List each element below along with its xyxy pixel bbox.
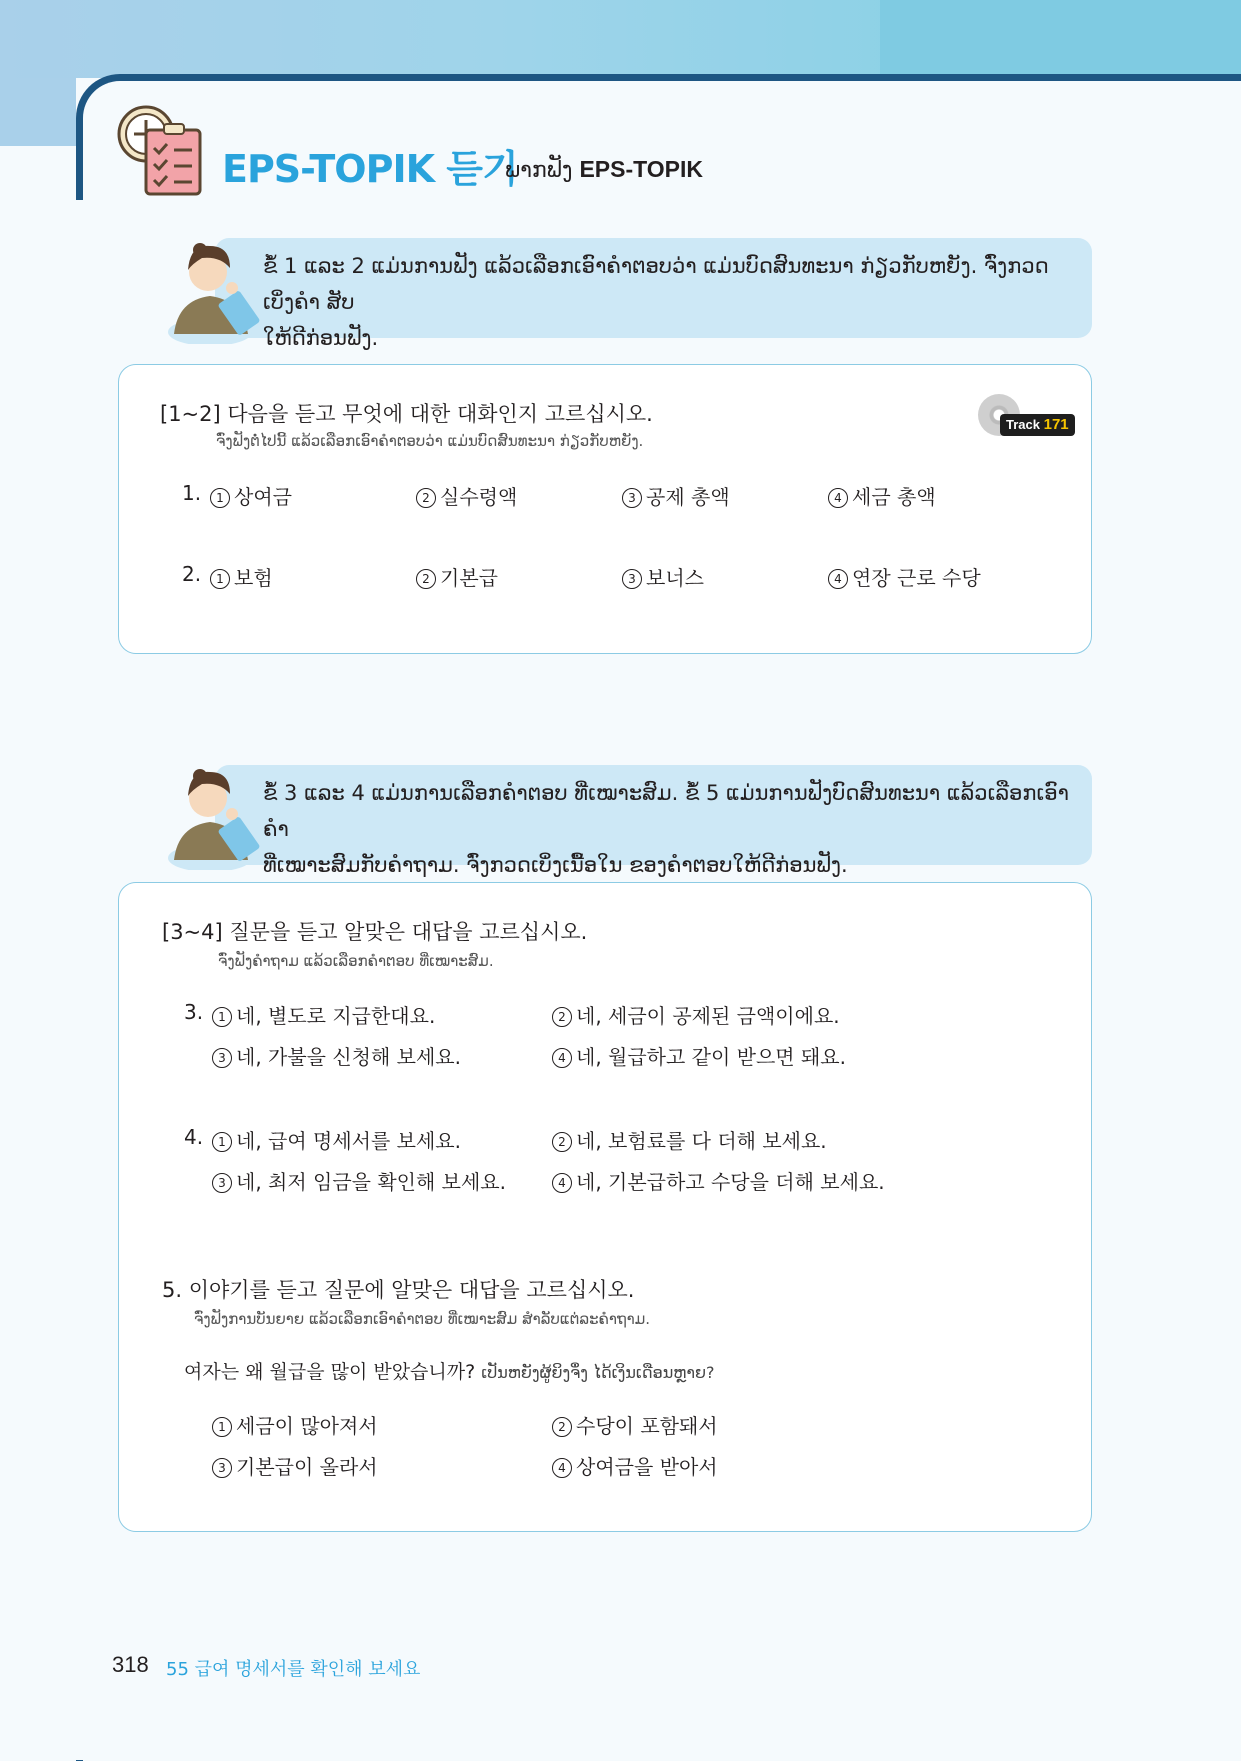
q3-number: 3.	[184, 1000, 204, 1024]
option-mark: 4	[828, 569, 848, 589]
option-mark: 3	[622, 569, 642, 589]
option-mark: 2	[552, 1132, 572, 1152]
option-text: 네, 최저 임금을 확인해 보세요.	[236, 1170, 506, 1194]
q5-question-ko: 여자는 왜 월급을 많이 받았습니까?	[184, 1361, 476, 1383]
option-text: 네, 급여 명세서를 보세요.	[236, 1129, 461, 1153]
option-mark: 1	[210, 488, 230, 508]
option-mark: 1	[212, 1007, 232, 1027]
option-text: 기본급이 올라서	[236, 1455, 378, 1479]
q4-option-2[interactable]	[552, 1125, 827, 1154]
q2-number: 2.	[182, 562, 202, 586]
teacher-avatar-icon	[160, 234, 270, 344]
q5-sub: ຈົ່ງຟັງການບັນຍາຍ ແລ້ວເລືອກເອົາຄໍາຕອບ ທີ່ເໝາະສົມ ສໍາລັບແຕ່ລະຄໍາຖາມ.	[194, 1310, 651, 1328]
option-mark: 4	[552, 1048, 572, 1068]
option-text: 상여금을 받아서	[576, 1455, 718, 1479]
q2-option-4[interactable]	[828, 562, 981, 591]
q3-option-2[interactable]	[552, 1000, 840, 1029]
option-mark: 4	[552, 1173, 572, 1193]
option-mark: 3	[212, 1173, 232, 1193]
page-subtitle	[505, 156, 703, 183]
option-mark: 4	[828, 488, 848, 508]
q1-option-2[interactable]	[416, 481, 517, 510]
option-mark: 1	[210, 569, 230, 589]
option-mark: 2	[552, 1007, 572, 1027]
option-text: 네, 보험료를 다 더해 보세요.	[576, 1129, 827, 1153]
option-text: 수당이 포함돼서	[576, 1414, 718, 1438]
top-band-strip	[880, 0, 1241, 78]
option-text: 네, 월급하고 같이 받으면 돼요.	[576, 1045, 846, 1069]
frame-cut	[76, 200, 84, 1760]
option-text: 상여금	[234, 485, 292, 509]
section1-sub: ຈົ່ງຟັງຕໍ່ໄປນີ້ ແລ້ວເລືອກເອົາຄໍາຕອບວ່າ ແມ່ນບົດສົນທະນາ ກ່ຽວກັບຫຍັງ.	[216, 432, 644, 450]
subtitle-eps: EPS-TOPIK	[579, 156, 703, 182]
clock-checklist-icon	[116, 104, 206, 196]
q5-question-lao: ເປັນຫຍັງຜູ້ຍິງຈຶ່ງ ໄດ້ເງິນເດືອນຫຼາຍ?	[481, 1363, 715, 1382]
option-text: 세금이 많아져서	[236, 1414, 378, 1438]
section2-heading: [3~4] 질문을 듣고 알맞은 대답을 고르십시오.	[162, 920, 588, 944]
track-tag	[1000, 414, 1075, 436]
q5-option-3[interactable]	[212, 1451, 378, 1480]
option-mark: 1	[212, 1417, 232, 1437]
q4-number: 4.	[184, 1125, 204, 1149]
track-badge[interactable]	[978, 394, 1070, 438]
page-title: EPS-TOPIK 듣기	[222, 147, 518, 191]
option-mark: 3	[212, 1048, 232, 1068]
q2-option-1[interactable]	[210, 562, 273, 591]
top-band-left-block	[0, 78, 76, 146]
option-text: 실수령액	[440, 485, 518, 509]
q4-option-4[interactable]	[552, 1166, 885, 1195]
option-mark: 1	[212, 1132, 232, 1152]
option-text: 네, 별도로 지급한대요.	[236, 1004, 436, 1028]
q3-option-4[interactable]	[552, 1041, 846, 1070]
chapter-title: 55 급여 명세서를 확인해 보세요	[166, 1659, 421, 1680]
subtitle-lao: ພາກຟັງ	[505, 158, 573, 183]
option-mark: 3	[622, 488, 642, 508]
q5-heading: 5. 이야기를 듣고 질문에 알맞은 대답을 고르십시오.	[162, 1278, 635, 1302]
q5-option-1[interactable]	[212, 1410, 378, 1439]
q4-option-1[interactable]	[212, 1125, 461, 1154]
top-color-band	[0, 0, 1241, 78]
option-text: 네, 가불을 신청해 보세요.	[236, 1045, 461, 1069]
page-number: 318	[112, 1652, 149, 1677]
track-label: Track	[1006, 417, 1040, 432]
instruction-banner-2	[215, 765, 1092, 877]
option-mark: 2	[552, 1417, 572, 1437]
option-text: 기본급	[440, 566, 498, 590]
option-mark: 3	[212, 1458, 232, 1478]
q2-option-3[interactable]	[622, 562, 704, 591]
q3-option-1[interactable]	[212, 1000, 435, 1029]
banner2-line2: ທີ່ເໝາະສົມກັບຄໍາຖາມ. ຈົ່ງກວດເບິ່ງເນື້ອໃນ ຂອງຄໍາຕອບໃຫ້ດີກ່ອນຟັງ.	[263, 853, 848, 877]
instruction-banner-1	[215, 238, 1092, 350]
q1-option-4[interactable]	[828, 481, 936, 510]
q5-question	[184, 1357, 715, 1384]
option-mark: 4	[552, 1458, 572, 1478]
option-mark: 2	[416, 569, 436, 589]
q1-option-3[interactable]	[622, 481, 730, 510]
section2-sub: ຈົ່ງຟັງຄໍາຖາມ ແລ້ວເລືອກຄໍາຕອບ ທີ່ເໝາະສົມ.	[218, 952, 494, 970]
q1-option-1[interactable]	[210, 481, 292, 510]
section1-heading: [1~2] 다음을 듣고 무엇에 대한 대화인지 고르십시오.	[160, 402, 653, 426]
track-number: 171	[1043, 416, 1069, 433]
q3-option-3[interactable]	[212, 1041, 461, 1070]
q4-option-3[interactable]	[212, 1166, 506, 1195]
q2-option-2[interactable]	[416, 562, 498, 591]
q1-number: 1.	[182, 481, 202, 505]
q5-option-4[interactable]	[552, 1451, 718, 1480]
option-text: 세금 총액	[852, 485, 936, 509]
banner2-line1: ຂໍ້ 3 ແລະ 4 ແມ່ນການເລືອກຄໍາຕອບ ທີ່ເໝາະສົມ. ຂໍ້ 5 ແມ່ນການຟັງບົດສົນທະນາ ແລ້ວເລືອກເອົາຄໍາ	[263, 781, 1069, 841]
option-text: 연장 근로 수당	[852, 566, 981, 590]
option-text: 보험	[234, 566, 273, 590]
option-text: 공제 총액	[646, 485, 730, 509]
q5-option-2[interactable]	[552, 1410, 718, 1439]
option-mark: 2	[416, 488, 436, 508]
option-text: 네, 기본급하고 수당을 더해 보세요.	[576, 1170, 885, 1194]
option-text: 네, 세금이 공제된 금액이에요.	[576, 1004, 840, 1028]
banner1-line2: ໃຫ້ດີກ່ອນຟັງ.	[263, 326, 379, 350]
option-text: 보너스	[646, 566, 704, 590]
banner1-line1: ຂໍ້ 1 ແລະ 2 ແມ່ນການຟັງ ແລ້ວເລືອກເອົາຄໍາຕອບວ່າ ແມ່ນບົດສົນທະນາ ກ່ຽວກັບຫຍັງ. ຈົ່ງກວດເບິ່ງຄໍາ ສັບ	[263, 254, 1049, 314]
teacher-avatar-icon	[160, 760, 270, 870]
